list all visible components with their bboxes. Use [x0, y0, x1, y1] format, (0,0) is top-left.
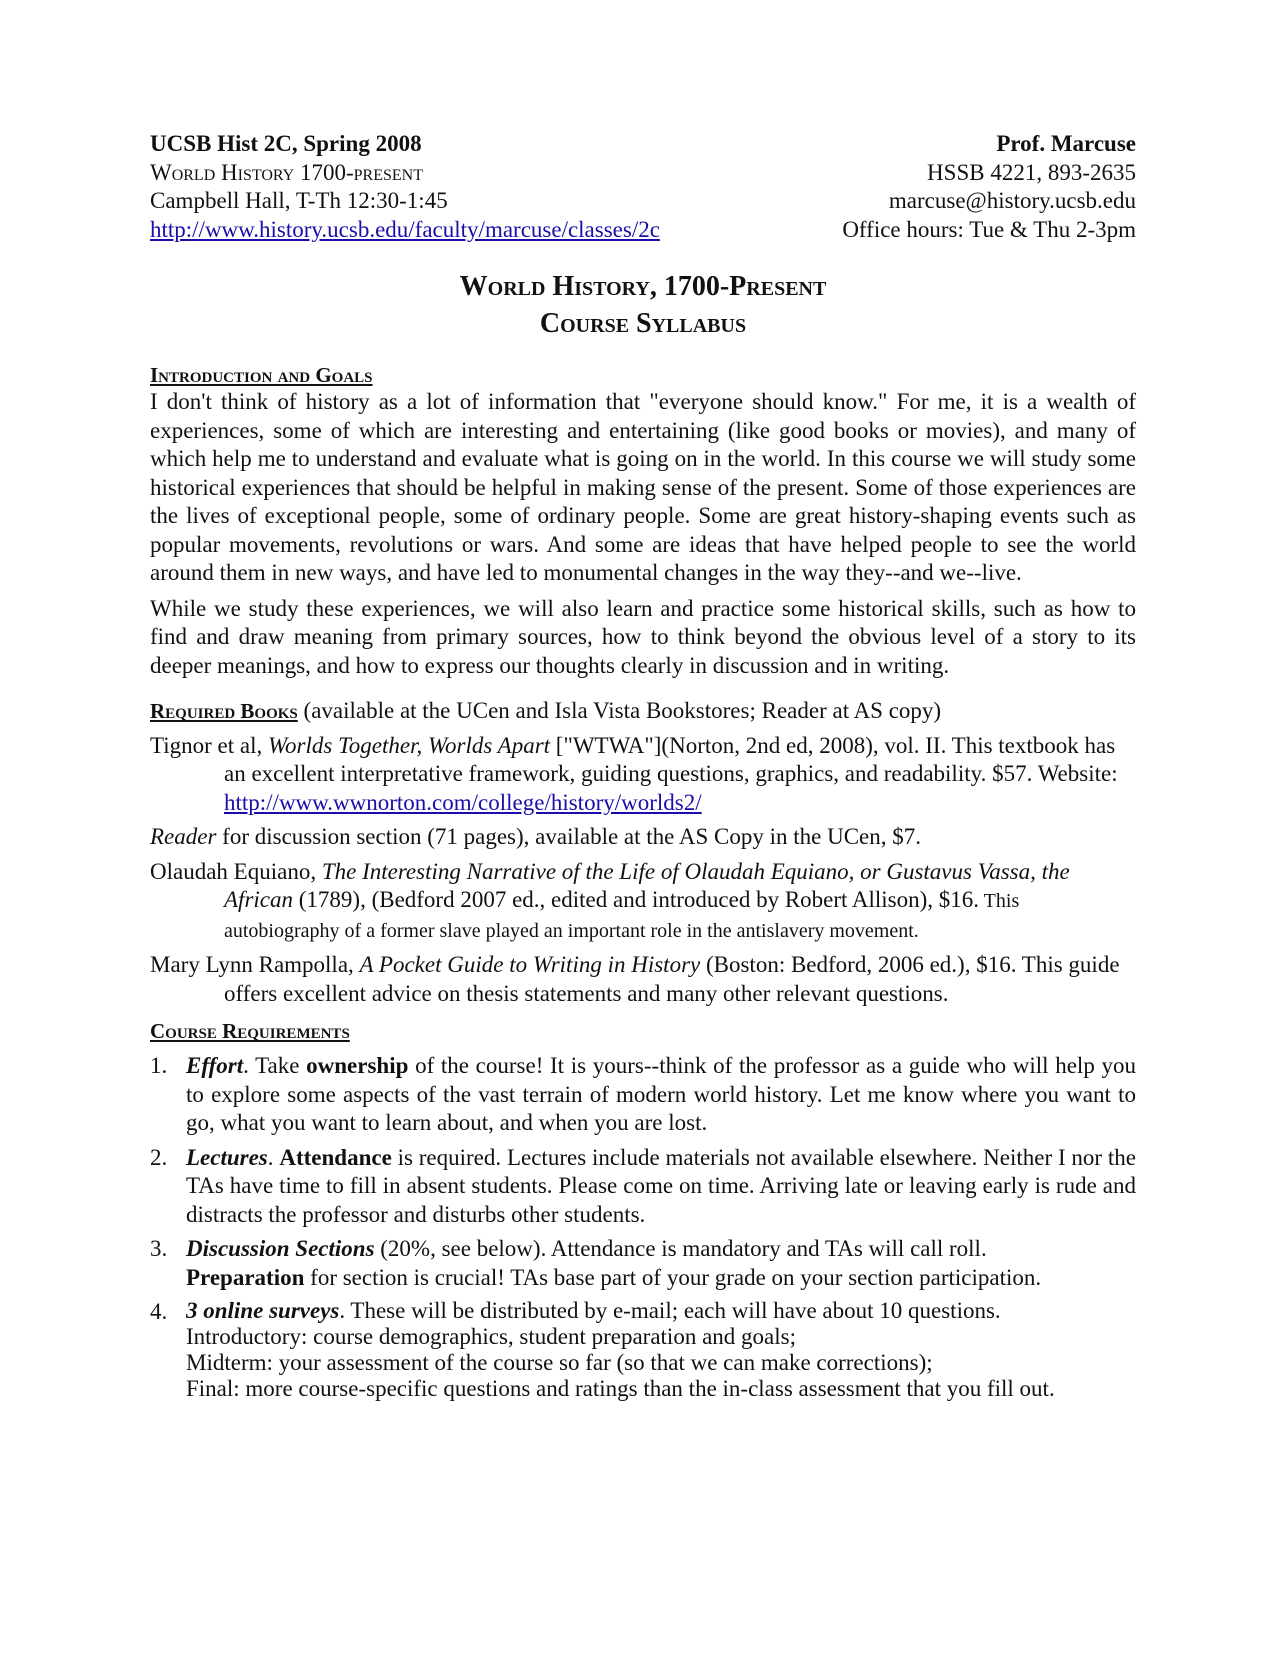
survey-introductory: Introductory: course demographics, student preparation and goals;	[186, 1324, 796, 1349]
item-label: 3 online surveys	[186, 1298, 340, 1323]
item-text: for section is crucial! TAs base part of your grade on your section participation.	[304, 1264, 1042, 1290]
header-right	[842, 130, 1136, 244]
books-heading-note: (available at the UCen and Isla Vista Bookstores; Reader at AS copy)	[297, 698, 942, 723]
intro-paragraph-1: I don't think of history as a lot of information that "everyone should know." For me, it is a wealth of experiences, some of which are interesting and entertaining (like good books or movies), and many of which help me to understand and evaluate what is going on in the world. In this course we will study some historical experiences that should be helpful in making sense of the present. Some of those experiences are the lives of exceptional people, some of ordinary people. Some are great history-shaping events such as popular movements, revolutions or wars. And some are ideas that have helped people to see the world around them in new ways, and have led to monumental changes in the way they--and we--live.	[150, 389, 1136, 585]
book-title: Worlds Together, Worlds Apart	[268, 732, 551, 758]
item-number: 3.	[150, 1236, 168, 1261]
book-description: (Boston: Bedford, 2006 ed.), $16. This guide offers excellent advice on thesis statements and many other relevant questions.	[224, 952, 1120, 1006]
book-note: This autobiography of a former slave played an important role in the antislavery movement.	[224, 890, 1020, 942]
item-emphasis: ownership	[306, 1053, 409, 1078]
item-text: of the course! It is yours--think of the professor as a guide who will help you to explore some aspects of the vast terrain of modern world history. Let me know where you want to go, what you want to learn about, and when you are lost.	[186, 1053, 1136, 1135]
course-website-link[interactable]: http://www.history.ucsb.edu/faculty/marcuse/classes/2c	[150, 216, 660, 242]
header-left	[150, 130, 660, 244]
item-text: is required. Lectures include materials not available elsewhere. Neither I nor the TAs have time to fill in absent students. Please come on time. Arriving late or leaving early is rude and distracts the professor and disturbs other students.	[186, 1144, 1137, 1227]
course-subtitle: World History 1700-present	[150, 159, 423, 185]
requirements-list	[150, 1052, 1136, 1402]
course-location: Campbell Hall, T-Th 12:30-1:45	[150, 188, 448, 213]
book-description: ["WTWA"](Norton, 2nd ed, 2008), vol. II. This textbook has an excellent interpretative framework, guiding questions, graphics, and readability. $57. Website:	[224, 732, 1118, 786]
title-line-2: Course Syllabus	[539, 308, 747, 339]
item-label: Effort	[186, 1053, 244, 1078]
item-text: . These will be distributed by e-mail; each will have about 10 questions.	[339, 1298, 1001, 1323]
professor-name: Prof. Marcuse	[996, 131, 1136, 156]
title-line-1: World History, 1700-Present	[459, 271, 827, 302]
item-text: .	[267, 1144, 280, 1170]
requirements-heading: Course Requirements	[150, 1019, 350, 1043]
books-heading-line	[150, 697, 1136, 726]
survey-final: Final: more course-specific questions and ratings than the in-class assessment that you fill out.	[186, 1376, 1055, 1401]
intro-heading: Introduction and Goals	[150, 363, 373, 387]
book-title: The Interesting Narrative of the Life of Olaudah Equiano, or Gustavus Vassa, the African	[224, 858, 1070, 912]
item-label: Discussion Sections	[186, 1236, 375, 1261]
book-author: Olaudah Equiano,	[150, 858, 322, 884]
book-item-rampolla	[150, 951, 1136, 1008]
item-text: . Take	[243, 1053, 307, 1078]
book-title: A Pocket Guide to Writing in History	[359, 952, 701, 977]
document-title	[150, 268, 1136, 342]
survey-midterm: Midterm: your assessment of the course so far (so that we can make corrections);	[186, 1350, 933, 1375]
requirement-item-surveys	[150, 1298, 1136, 1402]
book-description: for discussion section (71 pages), available at the AS Copy in the UCen, $7.	[216, 824, 921, 849]
book-title: Reader	[150, 824, 217, 849]
book-description: (1789), (Bedford 2007 ed., edited and introduced by Robert Allison), $16.	[293, 887, 980, 912]
book-author: Mary Lynn Rampolla,	[150, 952, 360, 977]
item-emphasis: Attendance	[279, 1144, 392, 1170]
professor-office: HSSB 4221, 893-2635	[927, 159, 1136, 185]
item-number: 1.	[150, 1053, 168, 1078]
book-item-tignor	[150, 732, 1136, 818]
requirement-item-effort	[150, 1052, 1136, 1138]
requirement-item-lectures	[150, 1144, 1136, 1230]
requirement-item-discussion	[150, 1235, 1136, 1292]
item-number: 4.	[150, 1299, 168, 1324]
course-code: UCSB Hist 2C, Spring 2008	[150, 131, 422, 156]
document-header	[150, 130, 1136, 244]
syllabus-page	[150, 130, 1136, 1408]
intro-paragraph-2: While we study these experiences, we will also learn and practice some historical skills, such as how to find and draw meaning from primary sources, how to think beyond the obvious level of a story to its deeper meanings, and how to express our thoughts clearly in discussion and in writing.	[150, 595, 1136, 678]
book-website-link[interactable]: http://www.wwnorton.com/college/history/worlds2/	[224, 789, 702, 815]
item-label: Lectures	[186, 1144, 268, 1170]
office-hours: Office hours: Tue & Thu 2-3pm	[842, 216, 1136, 242]
book-item-reader	[150, 823, 1136, 852]
book-item-equiano	[150, 858, 1136, 946]
item-emphasis: Preparation	[186, 1264, 305, 1290]
book-author: Tignor et al,	[150, 732, 268, 758]
books-heading: Required Books	[150, 699, 298, 723]
item-text: (20%, see below). Attendance is mandatory and TAs will call roll.	[374, 1236, 987, 1261]
item-number: 2.	[150, 1144, 168, 1170]
professor-email: marcuse@history.ucsb.edu	[888, 188, 1136, 213]
